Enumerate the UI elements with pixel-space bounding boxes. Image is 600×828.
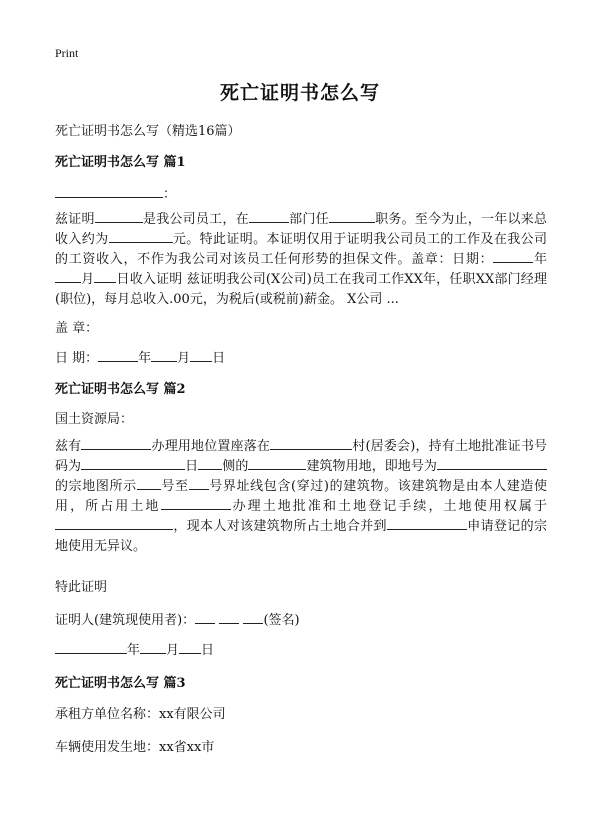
section-3-line-1: 承租方单位名称：xx有限公司 (55, 707, 226, 722)
section-2-addressee: 国土资源局： (55, 412, 134, 427)
blank (55, 185, 163, 198)
section-3-line-2: 车辆使用发生地：xx省xx市 (55, 740, 215, 755)
blank (94, 270, 116, 283)
blank (55, 641, 127, 654)
section-1-paragraph: 兹证明 是我公司员工，在 部门任 职务。至今为止，一年以来总收入约为 元。特此证明。本证明仅用于证明我公司员工的工作及在我公司的工资收入，不作为我公司对该员工任何形势的担保文件。盖章：日期： 年月 日收入证明 兹证明我公司(X公司)员工在我司工作XX年，任职XX部门经理(职位)，每月总收入.00元，为税后(或税前)薪金。 X公司 ... (55, 212, 547, 307)
section-2-paragraph: 兹有 办理用地位置座落在 村(居委会)，持有土地批准证书号码为 日 侧的 建筑物用地，即地号为的宗地图所示 号至 号界址线包含(穿过)的建筑物。该建筑物是由本人建造使用，所占用土地 办理土地批准和土地登记手续，土地使用权属于，现本人对该建筑物所占土地合并到 申请登记的宗地使用无异议。 (55, 439, 547, 554)
section-1-name-line: ： (55, 183, 176, 202)
blank (95, 210, 143, 223)
section-2-special: 特此证明 (55, 580, 108, 595)
blank (189, 477, 209, 490)
blank (270, 437, 352, 450)
blank (198, 457, 222, 470)
blank (219, 611, 239, 624)
blank (248, 457, 306, 470)
section-2-heading: 死亡证明书怎么写 篇2 (55, 382, 186, 397)
blank (151, 349, 177, 362)
section-1-heading: 死亡证明书怎么写 篇1 (55, 155, 186, 170)
blank (249, 210, 289, 223)
section-1-date: 日 期： 年 月 日 (55, 351, 226, 366)
blank (55, 517, 173, 530)
blank (81, 437, 151, 450)
blank (387, 517, 467, 530)
blank (55, 270, 81, 283)
blank (243, 611, 263, 624)
subtitle: 死亡证明书怎么写（精选16篇） (55, 124, 241, 139)
blank (437, 457, 547, 470)
blank (190, 349, 212, 362)
print-label: Print (55, 46, 79, 60)
blank (493, 250, 533, 263)
blank (161, 497, 231, 510)
blank (140, 641, 166, 654)
blank (109, 230, 173, 243)
section-3-heading: 死亡证明书怎么写 篇3 (55, 676, 186, 691)
section-1-seal: 盖 章： (55, 321, 99, 336)
blank (98, 349, 138, 362)
page-title: 死亡证明书怎么写 (219, 82, 380, 104)
blank (81, 457, 185, 470)
blank (179, 641, 201, 654)
blank (329, 210, 375, 223)
blank (137, 477, 161, 490)
section-2-date: 年 月 日 (55, 639, 214, 658)
section-2-witness: 证明人(建筑现使用者)： (签名) (55, 613, 300, 628)
blank (195, 611, 215, 624)
